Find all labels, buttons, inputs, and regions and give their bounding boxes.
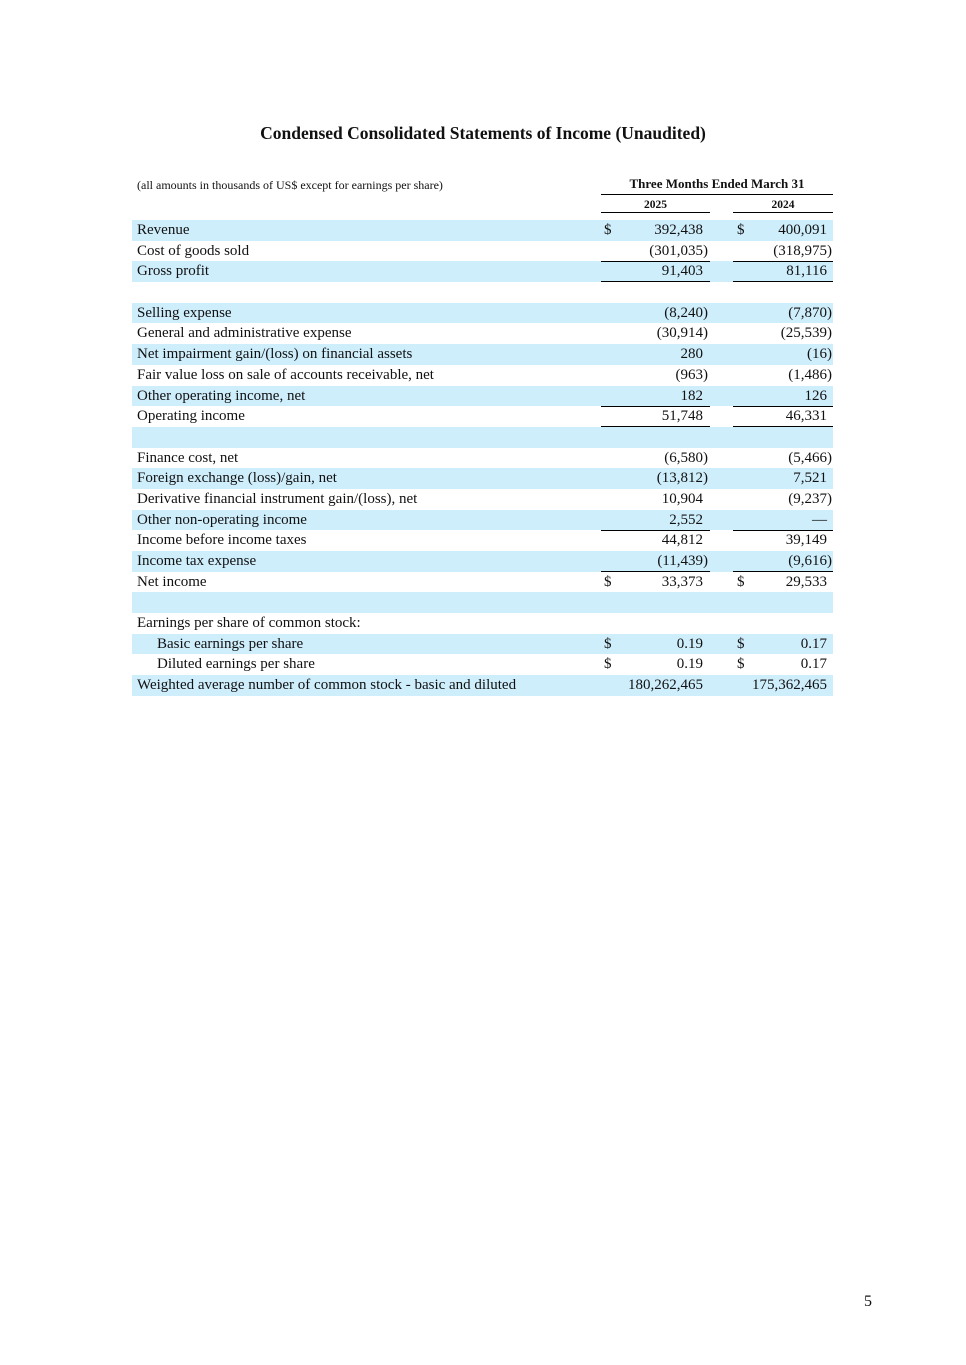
value-2025: (11,439) (657, 553, 708, 569)
value-2025: 51,748 (661, 408, 703, 425)
value-2024: 7,521 (793, 470, 827, 487)
table-row (132, 572, 833, 593)
table-row (132, 448, 833, 469)
value-2025: 180,262,465 (628, 677, 703, 694)
row-label: Derivative financial instrument gain/(loss), net (137, 490, 418, 507)
value-2025: (301,035) (649, 242, 708, 259)
year-2025-header: 2025 (601, 199, 710, 213)
row-label: Revenue (137, 222, 190, 238)
table-row (132, 530, 833, 551)
table-row (132, 261, 833, 282)
value-2025: 44,812 (661, 532, 703, 549)
row-label: Net impairment gain/(loss) on financial assets (137, 346, 413, 363)
value-2024: 0.17 (800, 635, 827, 652)
currency-symbol: $ (737, 573, 745, 590)
value-2024: (9,237) (788, 490, 832, 507)
page-title: Condensed Consolidated Statements of Income (Unaudited) (260, 123, 706, 143)
table-row (132, 406, 833, 427)
value-2024: 39,149 (785, 532, 827, 549)
value-2024: 29,533 (785, 573, 827, 590)
value-2025: (6,580) (664, 449, 708, 466)
row-label: Income tax expense (137, 553, 257, 569)
currency-symbol: $ (604, 635, 612, 652)
value-2025: 0.19 (676, 635, 703, 652)
value-2024: (7,870) (788, 304, 832, 321)
currency-symbol: $ (604, 656, 612, 673)
table-row (132, 220, 833, 241)
row-label: Income before income taxes (137, 532, 307, 549)
value-2025: (8,240) (664, 304, 708, 321)
table-row (132, 323, 833, 344)
units-note: (all amounts in thousands of US$ except for earnings per share) (137, 178, 443, 192)
table-row (132, 241, 833, 262)
spacer-row (132, 592, 833, 613)
currency-symbol: $ (737, 635, 745, 652)
row-label: Foreign exchange (loss)/gain, net (137, 470, 337, 487)
row-label: Operating income (137, 408, 245, 425)
income-statement-table (132, 220, 833, 696)
value-2025: 0.19 (676, 656, 703, 673)
row-label: Net income (137, 573, 207, 590)
spacer-row (132, 282, 833, 303)
value-2025: 10,904 (661, 490, 703, 507)
row-label: Diluted earnings per share (157, 656, 315, 673)
value-2025: 2,552 (669, 511, 703, 528)
row-label: General and administrative expense (137, 325, 352, 342)
value-2024: 81,116 (786, 263, 827, 280)
currency-symbol: $ (737, 656, 745, 673)
table-row (132, 489, 833, 510)
year-2024-header: 2024 (733, 199, 833, 213)
row-label: Other non-operating income (137, 511, 307, 528)
value-2024: 0.17 (800, 656, 827, 673)
table-row (132, 344, 833, 365)
row-label: Weighted average number of common stock - basic and diluted (137, 677, 517, 694)
table-row (132, 386, 833, 407)
value-2024: 175,362,465 (752, 677, 827, 694)
row-label: Cost of goods sold (137, 242, 250, 259)
row-label: Basic earnings per share (157, 635, 304, 652)
row-label: Finance cost, net (137, 449, 239, 466)
table-row (132, 654, 833, 675)
row-label: Gross profit (137, 263, 210, 280)
value-2024: (25,539) (780, 325, 832, 342)
row-label: Fair value loss on sale of accounts receivable, net (137, 366, 434, 383)
row-label: Earnings per share of common stock: (137, 615, 361, 632)
value-2025: (30,914) (656, 325, 708, 342)
table-row (132, 468, 833, 489)
period-header: Three Months Ended March 31 (601, 176, 833, 195)
value-2024: (1,486) (788, 366, 832, 383)
value-2024: (5,466) (788, 449, 832, 466)
table-row (132, 303, 833, 324)
value-2024: (16) (807, 346, 832, 363)
table-row (132, 675, 833, 696)
table-row (132, 551, 833, 572)
value-2024: 400,091 (778, 222, 827, 238)
table-row (132, 510, 833, 531)
value-2025: 33,373 (661, 573, 703, 590)
value-2025: (963) (675, 366, 708, 383)
currency-symbol: $ (737, 222, 745, 238)
table-row (132, 613, 833, 634)
spacer-row (132, 427, 833, 448)
value-2025: 392,438 (654, 222, 703, 238)
currency-symbol: $ (604, 222, 612, 238)
table-row (132, 634, 833, 655)
page-number: 5 (864, 1293, 872, 1310)
value-2025: (13,812) (656, 470, 708, 487)
value-2025: 280 (680, 346, 703, 363)
row-label: Selling expense (137, 304, 232, 321)
table-row (132, 365, 833, 386)
currency-symbol: $ (604, 573, 612, 590)
value-2024: (318,975) (773, 242, 832, 259)
row-label: Other operating income, net (137, 387, 306, 404)
value-2024: (9,616) (788, 553, 832, 569)
value-2024: 46,331 (785, 408, 827, 425)
value-2025: 182 (680, 387, 703, 404)
value-2025: 91,403 (661, 263, 703, 280)
value-2024: — (812, 511, 827, 528)
value-2024: 126 (804, 387, 827, 404)
